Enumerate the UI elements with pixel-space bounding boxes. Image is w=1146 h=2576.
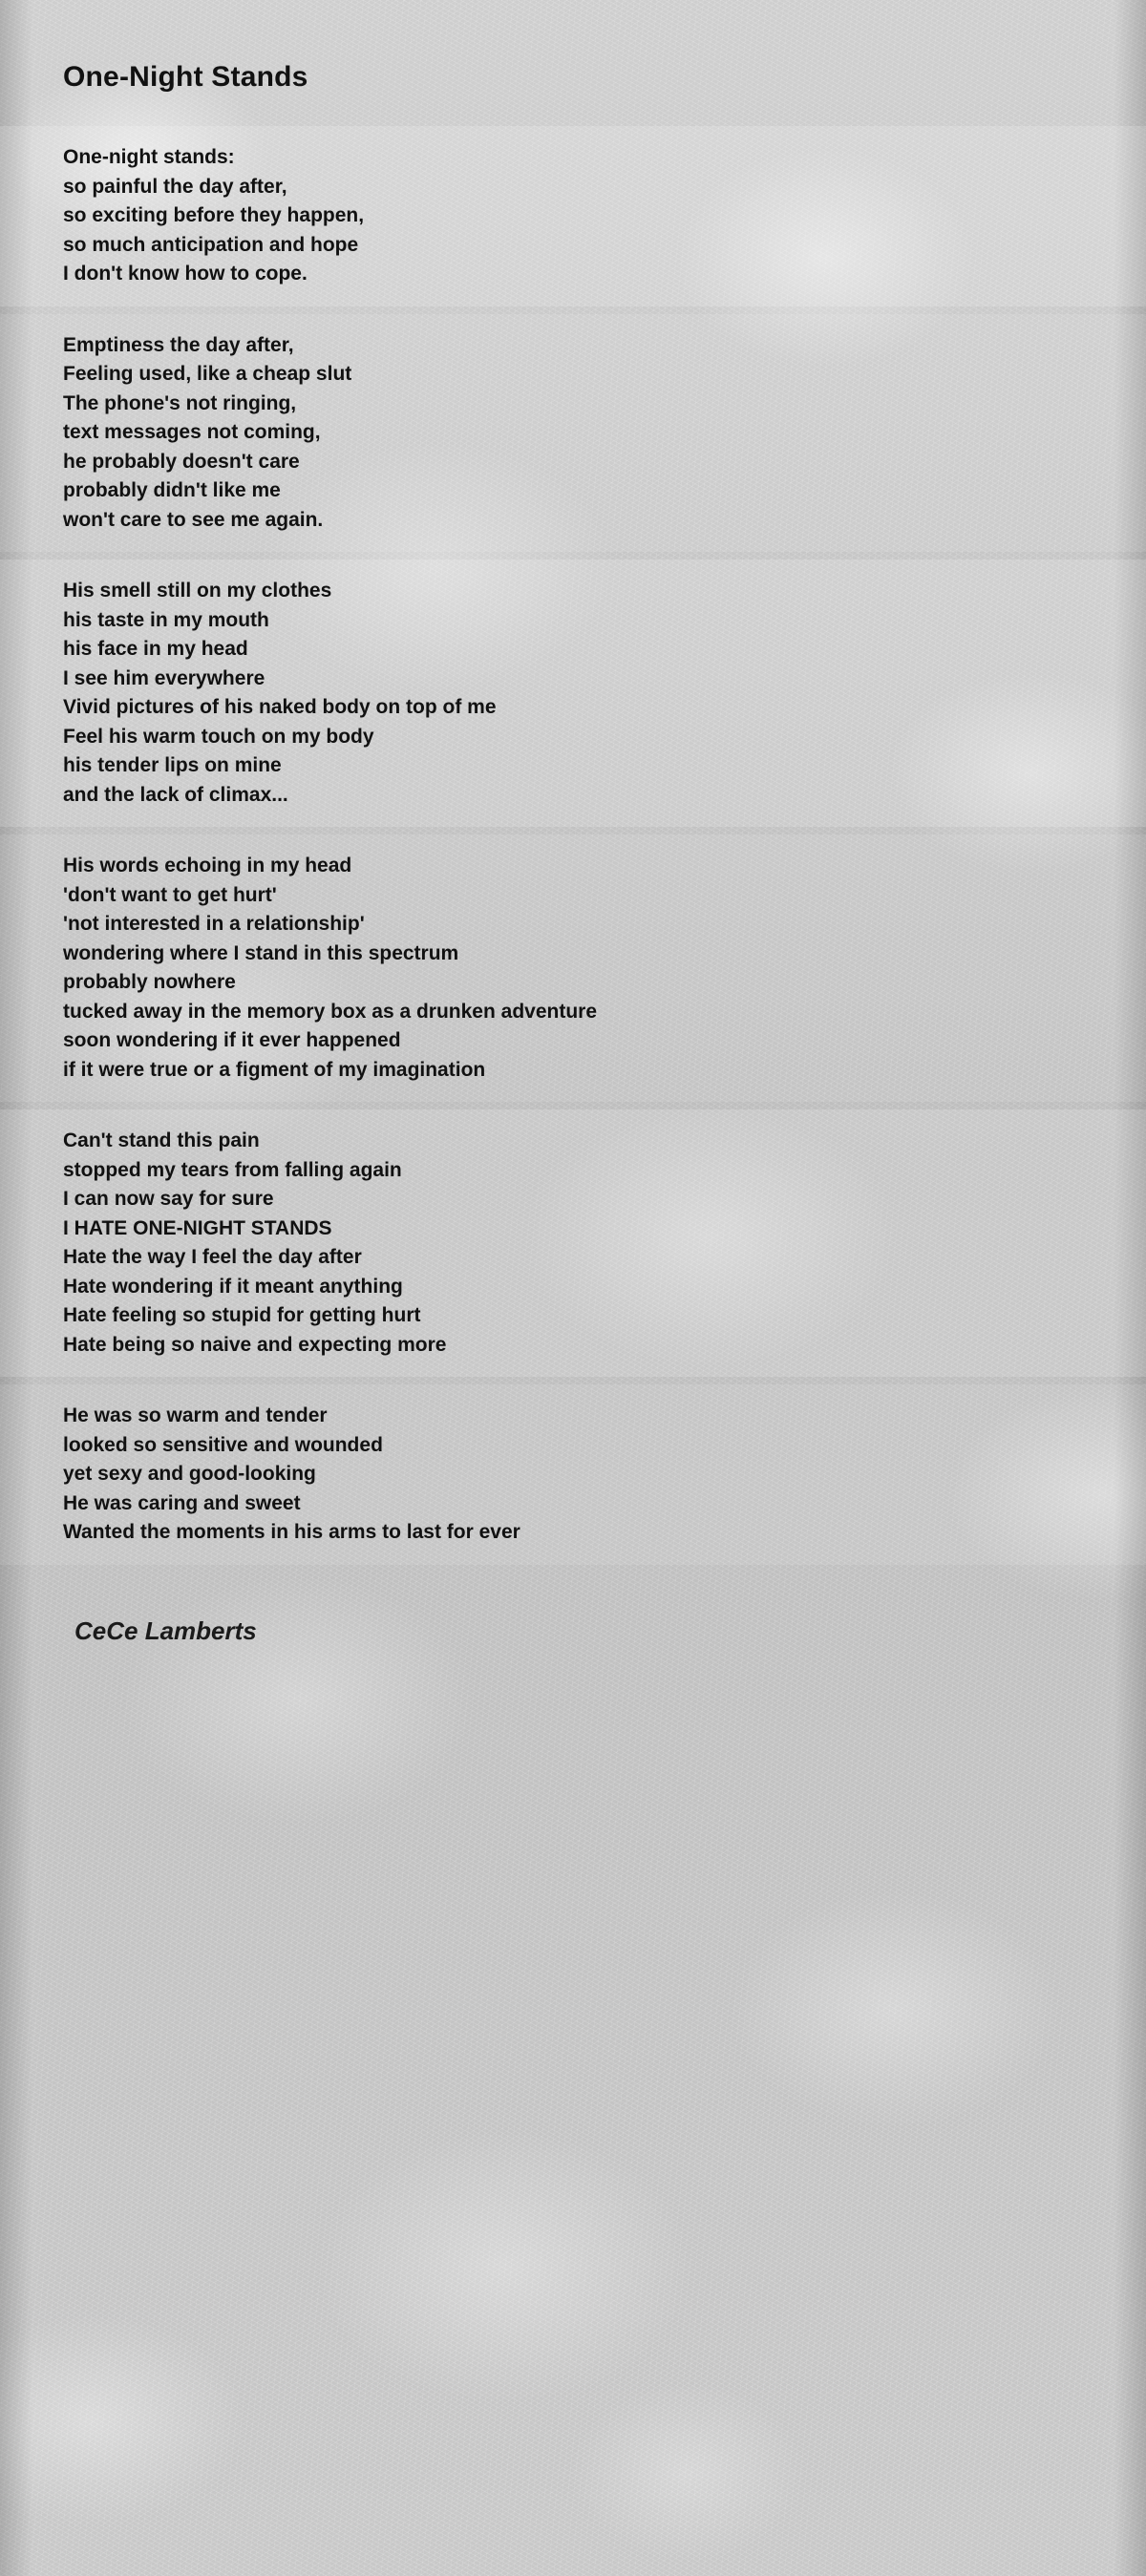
poem-line: soon wondering if it ever happened [63,1029,401,1052]
poem-line: Feeling used, like a cheap slut [63,363,352,386]
poem-stanza [0,560,1146,827]
poem-line: text messages not coming, [63,421,321,444]
poem-line: He was so warm and tender [63,1404,328,1427]
poem-line: His words echoing in my head [63,855,352,877]
poem-line: 'not interested in a relationship' [63,913,365,936]
poem-line: Feel his warm touch on my body [63,725,374,748]
poem-line: probably nowhere [63,971,236,994]
poem-line: looked so sensitive and wounded [63,1433,383,1456]
poem-line: probably didn't like me [63,479,281,502]
poem-line: his taste in my mouth [63,608,269,631]
poem-line: The phone's not ringing, [63,391,297,414]
poem-line: 'don't want to get hurt' [63,883,277,906]
poem-line: Hate the way I feel the day after [63,1246,362,1269]
poem-line: and the lack of climax... [63,783,288,806]
poem-line: His smell still on my clothes [63,580,332,602]
poem-line: his face in my head [63,638,248,661]
poem-stanza [0,1384,1146,1565]
poem-line: stopped my tears from falling again [63,1158,402,1181]
poem-line: Vivid pictures of his naked body on top of me [63,696,497,719]
poem-line: so exciting before they happen, [63,204,365,227]
poem-line: I don't know how to cope. [63,263,308,285]
stanza-list [0,126,1146,1565]
poem-line: Hate feeling so stupid for getting hurt [63,1304,421,1327]
poem-line: Wanted the moments in his arms to last for ever [63,1521,520,1544]
poem-line: if it were true or a figment of my imagination [63,1058,486,1081]
poem-content [0,19,1146,1646]
poem-line: One-night stands: [63,146,235,169]
poem-line: He was caring and sweet [63,1491,301,1514]
page-title: One-Night Stands [63,61,308,94]
poem-line: he probably doesn't care [63,450,300,473]
poem-line: Can't stand this pain [63,1130,260,1152]
poem-stanza [0,126,1146,306]
poem-stanza [0,834,1146,1102]
poem-line: Emptiness the day after, [63,333,294,356]
author-name: CeCe Lamberts [74,1615,257,1645]
poem-line: tucked away in the memory box as a drunken adventure [63,1000,598,1023]
poem-line: so painful the day after, [63,175,287,198]
poem-stanza [0,314,1146,553]
poem-line: his tender lips on mine [63,754,282,777]
poem-line: Hate wondering if it meant anything [63,1275,403,1298]
poem-line: wondering where I stand in this spectrum [63,941,459,964]
poem-stanza [0,1109,1146,1377]
poem-line: so much anticipation and hope [63,233,359,256]
poem-line: I can now say for sure [63,1188,274,1211]
poem-line: Hate being so naive and expecting more [63,1333,447,1356]
poem-line: I HATE ONE-NIGHT STANDS [63,1216,332,1239]
poem-line: won't care to see me again. [63,508,324,531]
poem-line: yet sexy and good-looking [63,1463,316,1486]
poem-line: I see him everywhere [63,666,265,689]
